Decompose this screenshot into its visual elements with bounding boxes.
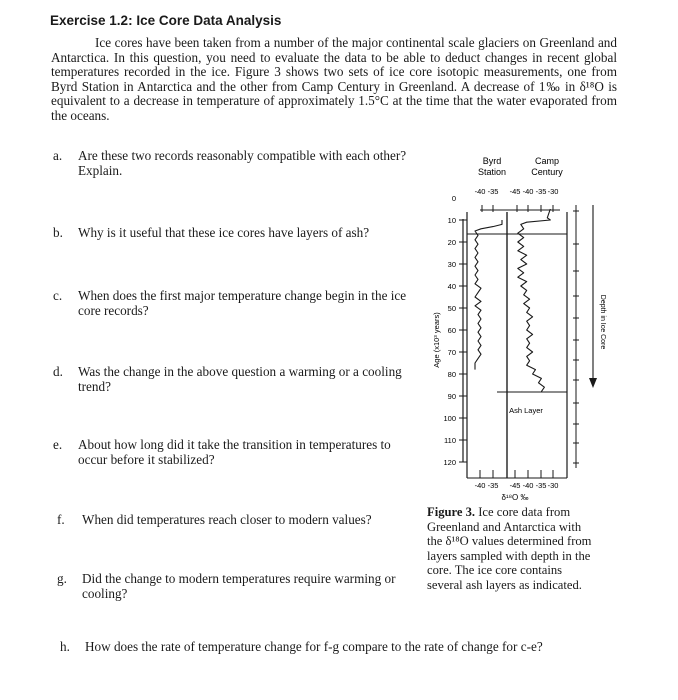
series-line-byrd-station bbox=[475, 220, 502, 370]
y-tick-label: 10 bbox=[447, 216, 456, 225]
x-tick-label-bottom: -40 bbox=[474, 481, 486, 490]
y-tick-label: 20 bbox=[447, 238, 456, 247]
question-label: d. bbox=[53, 364, 63, 379]
y-tick-label: 30 bbox=[447, 260, 456, 269]
question-text: When does the first major temperature change begin in the ice core records? bbox=[78, 288, 407, 318]
question-label: a. bbox=[53, 148, 63, 163]
y-tick-label: 60 bbox=[447, 326, 456, 335]
question-label: b. bbox=[53, 225, 63, 240]
exercise-title: Exercise 1.2: Ice Core Data Analysis bbox=[50, 13, 282, 28]
x-tick-label-top: -35 bbox=[535, 187, 547, 196]
depth-axis-label: Depth in Ice Core bbox=[599, 294, 606, 350]
y-tick-label: 110 bbox=[444, 436, 456, 445]
question-label: g. bbox=[57, 571, 67, 586]
byrd-header-line1: Byrd bbox=[482, 156, 502, 166]
question-text: Did the change to modern temperatures require warming or cooling? bbox=[82, 571, 396, 601]
question-label: e. bbox=[53, 437, 63, 452]
question-label: f. bbox=[57, 512, 65, 527]
intro-paragraph: Ice cores have been taken from a number of the major continental scale glaciers on Greenland and Antarctica. In this question, you need to evaluate the data to be able to deduct changes in recent global temperatures recorded in the ice. Figure 3 shows two sets of ice core isotopic measurements, one from Byrd Station in Antarctica and the other from Camp Century in Greenland. A decrease of 1‰ in δ¹⁸O is equivalent to a decrease in temperature of approximately 1.5°C at the time that the water evaporated from the oceans. bbox=[51, 35, 617, 123]
x-tick-label-top: -35 bbox=[487, 187, 499, 196]
x-tick-label-bottom: -30 bbox=[547, 481, 559, 490]
question-label: h. bbox=[60, 639, 70, 654]
x-tick-label-top: -40 bbox=[522, 187, 534, 196]
y-tick-label: 0 bbox=[451, 194, 456, 203]
y-tick-label: 120 bbox=[443, 458, 456, 467]
y-tick-label: 40 bbox=[447, 282, 456, 291]
question-text: About how long did it take the transition in temperatures to occur before it stabilized? bbox=[78, 437, 391, 467]
byrd-header-line2: Station bbox=[477, 167, 507, 177]
figure-caption-label: Figure 3. bbox=[427, 505, 476, 519]
y-tick-label: 100 bbox=[443, 414, 456, 423]
y-tick-label: 50 bbox=[447, 304, 456, 313]
ash-layer-label: Ash Layer bbox=[509, 406, 543, 415]
series-line-camp-century bbox=[518, 209, 551, 392]
x-tick-label-top: -40 bbox=[474, 187, 486, 196]
question-text: Was the change in the above question a warming or a cooling trend? bbox=[78, 364, 402, 394]
x-tick-label-bottom: -45 bbox=[509, 481, 521, 490]
question-text: When did temperatures reach closer to modern values? bbox=[82, 512, 372, 527]
x-tick-label-bottom: -35 bbox=[535, 481, 547, 490]
camp-header-line2: Century bbox=[531, 167, 563, 177]
y-tick-label: 80 bbox=[447, 370, 456, 379]
x-tick-label-bottom: -35 bbox=[487, 481, 499, 490]
question-text: How does the rate of temperature change for f-g compare to the rate of change for c-e? bbox=[85, 639, 543, 654]
y-tick-label: 90 bbox=[447, 392, 456, 401]
camp-header-line1: Camp bbox=[534, 156, 560, 166]
x-tick-label-bottom: -40 bbox=[522, 481, 534, 490]
figure-caption-text: Ice core data from Greenland and Antarctica with the δ¹⁸O values determined from layers sampled with depth in the core. The ice core contains several ash layers as indicated. bbox=[427, 505, 592, 592]
figure-caption bbox=[427, 505, 597, 593]
question-text: Why is it useful that these ice cores have layers of ash? bbox=[78, 225, 370, 240]
question-text: Are these two records reasonably compatible with each other? Explain. bbox=[78, 148, 407, 178]
x-tick-label-top: -30 bbox=[547, 187, 559, 196]
x-axis-label: δ¹⁸O ‰ bbox=[501, 493, 529, 502]
x-tick-label-top: -45 bbox=[509, 187, 521, 196]
question-label: c. bbox=[53, 288, 63, 303]
y-axis-label: Age (x10³ years) bbox=[432, 312, 441, 368]
y-tick-label: 70 bbox=[447, 348, 456, 357]
